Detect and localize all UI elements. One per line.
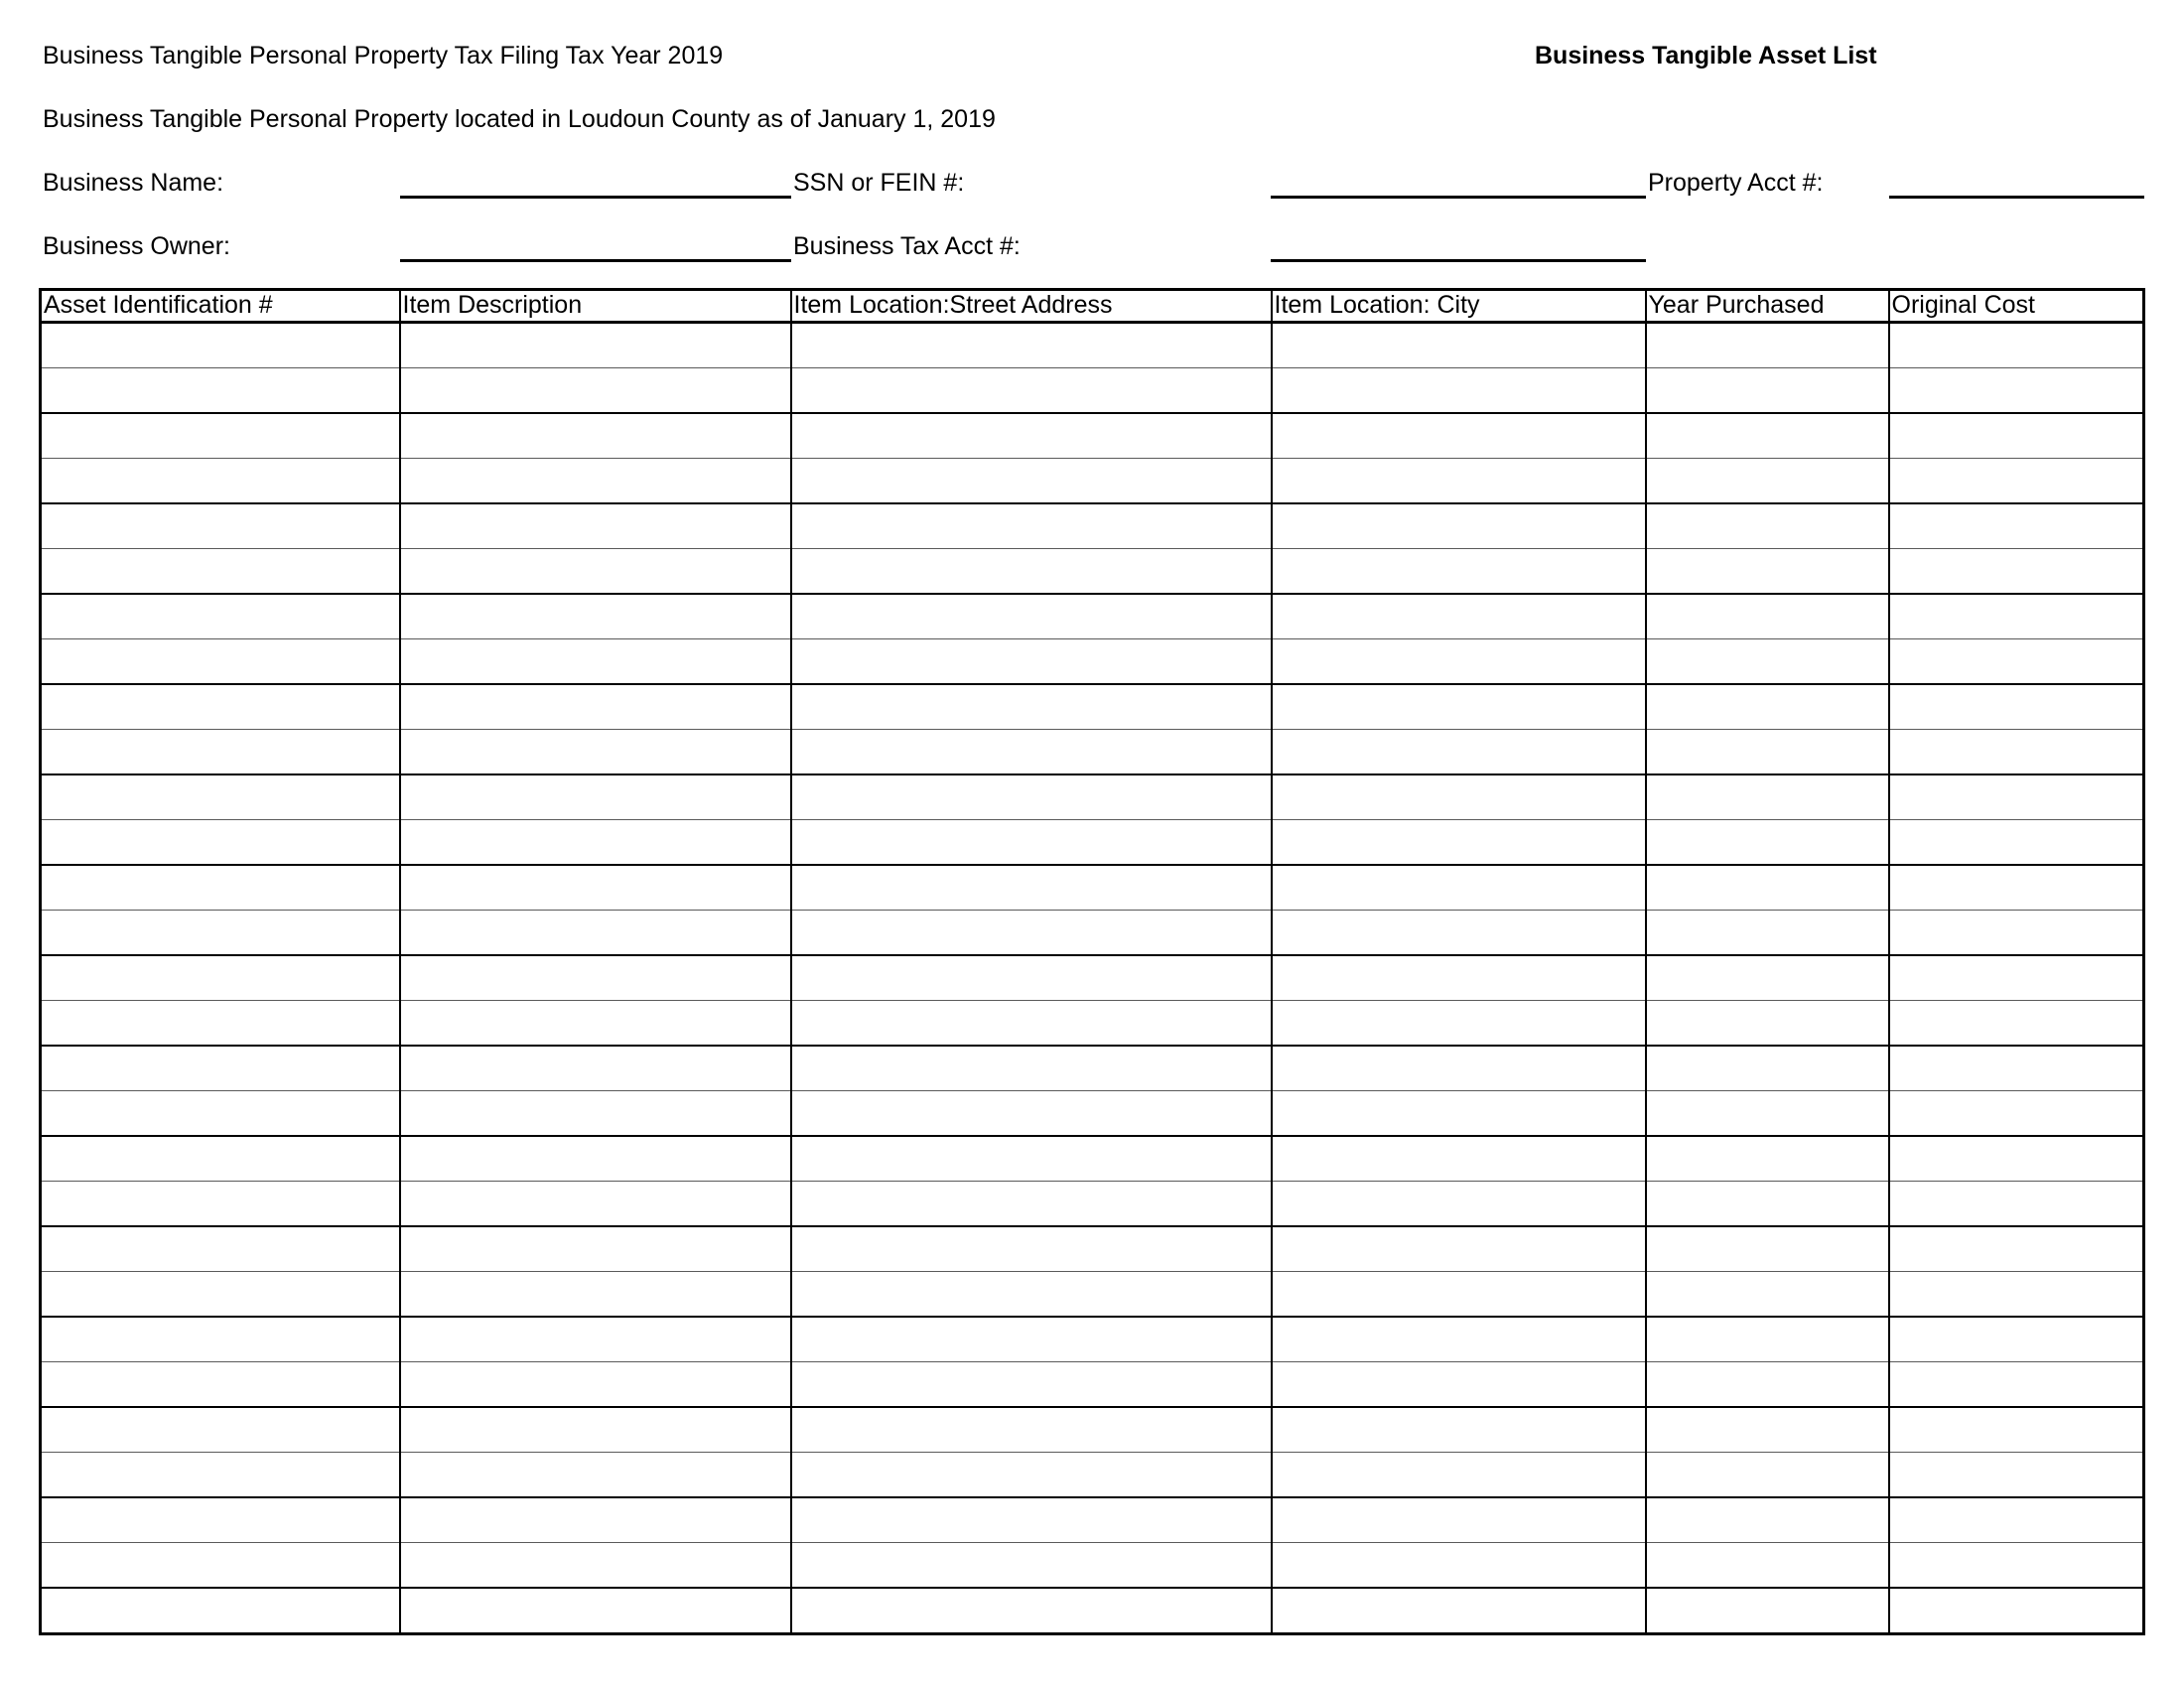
asset-id-cell[interactable]: [41, 1497, 400, 1543]
street-address-cell[interactable]: [791, 911, 1272, 956]
street-address-cell[interactable]: [791, 955, 1272, 1001]
street-address-cell[interactable]: [791, 1001, 1272, 1047]
business-owner-label: Business Owner:: [43, 232, 230, 260]
city-cell[interactable]: [1272, 730, 1646, 775]
asset-id-cell[interactable]: [41, 1272, 400, 1318]
table-row: [41, 459, 2144, 504]
asset-id-cell[interactable]: [41, 1588, 400, 1634]
year-purchased-cell[interactable]: [1646, 1362, 1889, 1408]
city-cell[interactable]: [1272, 1362, 1646, 1408]
table-header-row: [41, 290, 2144, 323]
item-description-cell[interactable]: [400, 1046, 791, 1091]
column-header-item-description: Item Description: [400, 290, 791, 323]
original-cost-cell[interactable]: [1889, 774, 2144, 820]
city-cell[interactable]: [1272, 1588, 1646, 1634]
year-purchased-cell[interactable]: [1646, 774, 1889, 820]
street-address-cell[interactable]: [791, 639, 1272, 685]
item-description-cell[interactable]: [400, 1182, 791, 1227]
street-address-cell[interactable]: [791, 1588, 1272, 1634]
year-purchased-cell[interactable]: [1646, 1407, 1889, 1453]
city-cell[interactable]: [1272, 1317, 1646, 1362]
street-address-cell[interactable]: [791, 368, 1272, 414]
property-acct-field[interactable]: [1889, 196, 2144, 199]
city-cell[interactable]: [1272, 911, 1646, 956]
original-cost-cell[interactable]: [1889, 1362, 2144, 1408]
city-cell[interactable]: [1272, 1407, 1646, 1453]
street-address-cell[interactable]: [791, 1362, 1272, 1408]
street-address-cell[interactable]: [791, 1136, 1272, 1182]
city-cell[interactable]: [1272, 549, 1646, 595]
original-cost-cell[interactable]: [1889, 1182, 2144, 1227]
city-cell[interactable]: [1272, 1046, 1646, 1091]
city-cell[interactable]: [1272, 594, 1646, 639]
year-purchased-cell[interactable]: [1646, 684, 1889, 730]
year-purchased-cell[interactable]: [1646, 1272, 1889, 1318]
table-row: [41, 820, 2144, 866]
item-description-cell[interactable]: [400, 911, 791, 956]
year-purchased-cell[interactable]: [1646, 730, 1889, 775]
column-header-year-purchased: Year Purchased: [1646, 290, 1889, 323]
year-purchased-cell[interactable]: [1646, 459, 1889, 504]
column-header-street-address: Item Location:Street Address: [791, 290, 1272, 323]
table-row: [41, 594, 2144, 639]
city-cell[interactable]: [1272, 413, 1646, 459]
year-purchased-cell[interactable]: [1646, 503, 1889, 549]
asset-id-cell[interactable]: [41, 368, 400, 414]
table-row: [41, 1001, 2144, 1047]
table-row: [41, 1272, 2144, 1318]
item-description-cell[interactable]: [400, 730, 791, 775]
year-purchased-cell[interactable]: [1646, 1497, 1889, 1543]
table-row: [41, 911, 2144, 956]
street-address-cell[interactable]: [791, 1317, 1272, 1362]
street-address-cell[interactable]: [791, 1226, 1272, 1272]
asset-id-cell[interactable]: [41, 1362, 400, 1408]
item-description-cell[interactable]: [400, 594, 791, 639]
item-description-cell[interactable]: [400, 639, 791, 685]
asset-id-cell[interactable]: [41, 1543, 400, 1589]
original-cost-cell[interactable]: [1889, 1317, 2144, 1362]
original-cost-cell[interactable]: [1889, 594, 2144, 639]
original-cost-cell[interactable]: [1889, 820, 2144, 866]
city-cell[interactable]: [1272, 368, 1646, 414]
year-purchased-cell[interactable]: [1646, 865, 1889, 911]
table-row: [41, 1182, 2144, 1227]
asset-table: [39, 288, 2145, 1635]
original-cost-cell[interactable]: [1889, 955, 2144, 1001]
item-description-cell[interactable]: [400, 684, 791, 730]
year-purchased-cell[interactable]: [1646, 1543, 1889, 1589]
item-description-cell[interactable]: [400, 1226, 791, 1272]
asset-id-cell[interactable]: [41, 1407, 400, 1453]
street-address-cell[interactable]: [791, 594, 1272, 639]
item-description-cell[interactable]: [400, 1588, 791, 1634]
city-cell[interactable]: [1272, 1453, 1646, 1498]
street-address-cell[interactable]: [791, 1182, 1272, 1227]
original-cost-cell[interactable]: [1889, 1046, 2144, 1091]
asset-id-cell[interactable]: [41, 730, 400, 775]
year-purchased-cell[interactable]: [1646, 1001, 1889, 1047]
asset-id-cell[interactable]: [41, 1226, 400, 1272]
column-header-city: Item Location: City: [1272, 290, 1646, 323]
asset-id-cell[interactable]: [41, 594, 400, 639]
business-owner-field[interactable]: [400, 259, 791, 262]
street-address-cell[interactable]: [791, 413, 1272, 459]
city-cell[interactable]: [1272, 865, 1646, 911]
business-tax-acct-field[interactable]: [1271, 259, 1646, 262]
original-cost-cell[interactable]: [1889, 684, 2144, 730]
table-row: [41, 549, 2144, 595]
asset-id-cell[interactable]: [41, 955, 400, 1001]
street-address-cell[interactable]: [791, 1407, 1272, 1453]
city-cell[interactable]: [1272, 323, 1646, 368]
asset-table-body: [41, 323, 2144, 1634]
table-row: [41, 1091, 2144, 1137]
original-cost-cell[interactable]: [1889, 1497, 2144, 1543]
item-description-cell[interactable]: [400, 1001, 791, 1047]
table-row: [41, 1588, 2144, 1634]
asset-id-cell[interactable]: [41, 1046, 400, 1091]
asset-id-cell[interactable]: [41, 1182, 400, 1227]
table-row: [41, 1226, 2144, 1272]
original-cost-cell[interactable]: [1889, 1407, 2144, 1453]
original-cost-cell[interactable]: [1889, 1091, 2144, 1137]
city-cell[interactable]: [1272, 820, 1646, 866]
item-description-cell[interactable]: [400, 1272, 791, 1318]
asset-id-cell[interactable]: [41, 911, 400, 956]
item-description-cell[interactable]: [400, 820, 791, 866]
city-cell[interactable]: [1272, 1272, 1646, 1318]
table-row: [41, 413, 2144, 459]
asset-id-cell[interactable]: [41, 323, 400, 368]
table-row: [41, 639, 2144, 685]
year-purchased-cell[interactable]: [1646, 1317, 1889, 1362]
table-row: [41, 1317, 2144, 1362]
street-address-cell[interactable]: [791, 1272, 1272, 1318]
page-title: Business Tangible Personal Property Tax Filing Tax Year 2019: [43, 42, 724, 70]
original-cost-cell[interactable]: [1889, 1001, 2144, 1047]
table-row: [41, 1543, 2144, 1589]
original-cost-cell[interactable]: [1889, 368, 2144, 414]
city-cell[interactable]: [1272, 774, 1646, 820]
table-row: [41, 1453, 2144, 1498]
table-row: [41, 955, 2144, 1001]
table-row: [41, 730, 2144, 775]
item-description-cell[interactable]: [400, 549, 791, 595]
street-address-cell[interactable]: [791, 323, 1272, 368]
original-cost-cell[interactable]: [1889, 503, 2144, 549]
street-address-cell[interactable]: [791, 820, 1272, 866]
asset-id-cell[interactable]: [41, 503, 400, 549]
form-name: Business Tangible Asset List: [1535, 42, 1877, 70]
asset-id-cell[interactable]: [41, 1136, 400, 1182]
item-description-cell[interactable]: [400, 1497, 791, 1543]
original-cost-cell[interactable]: [1889, 639, 2144, 685]
asset-id-cell[interactable]: [41, 1091, 400, 1137]
year-purchased-cell[interactable]: [1646, 1182, 1889, 1227]
original-cost-cell[interactable]: [1889, 459, 2144, 504]
street-address-cell[interactable]: [791, 1497, 1272, 1543]
asset-id-cell[interactable]: [41, 413, 400, 459]
original-cost-cell[interactable]: [1889, 413, 2144, 459]
asset-id-cell[interactable]: [41, 774, 400, 820]
street-address-cell[interactable]: [791, 503, 1272, 549]
asset-id-cell[interactable]: [41, 820, 400, 866]
asset-id-cell[interactable]: [41, 639, 400, 685]
item-description-cell[interactable]: [400, 1407, 791, 1453]
original-cost-cell[interactable]: [1889, 730, 2144, 775]
year-purchased-cell[interactable]: [1646, 911, 1889, 956]
item-description-cell[interactable]: [400, 1091, 791, 1137]
street-address-cell[interactable]: [791, 1091, 1272, 1137]
street-address-cell[interactable]: [791, 1046, 1272, 1091]
asset-id-cell[interactable]: [41, 1001, 400, 1047]
business-name-field[interactable]: [400, 196, 791, 199]
street-address-cell[interactable]: [791, 865, 1272, 911]
original-cost-cell[interactable]: [1889, 1272, 2144, 1318]
street-address-cell[interactable]: [791, 684, 1272, 730]
item-description-cell[interactable]: [400, 1543, 791, 1589]
column-header-original-cost: Original Cost: [1889, 290, 2144, 323]
city-cell[interactable]: [1272, 1226, 1646, 1272]
asset-id-cell[interactable]: [41, 459, 400, 504]
item-description-cell[interactable]: [400, 1362, 791, 1408]
item-description-cell[interactable]: [400, 413, 791, 459]
city-cell[interactable]: [1272, 459, 1646, 504]
year-purchased-cell[interactable]: [1646, 955, 1889, 1001]
city-cell[interactable]: [1272, 1182, 1646, 1227]
table-row: [41, 774, 2144, 820]
item-description-cell[interactable]: [400, 955, 791, 1001]
table-row: [41, 1136, 2144, 1182]
year-purchased-cell[interactable]: [1646, 368, 1889, 414]
table-row: [41, 368, 2144, 414]
asset-id-cell[interactable]: [41, 865, 400, 911]
item-description-cell[interactable]: [400, 1136, 791, 1182]
year-purchased-cell[interactable]: [1646, 820, 1889, 866]
street-address-cell[interactable]: [791, 1543, 1272, 1589]
year-purchased-cell[interactable]: [1646, 323, 1889, 368]
table-row: [41, 1362, 2144, 1408]
city-cell[interactable]: [1272, 1001, 1646, 1047]
ssn-fein-label: SSN or FEIN #:: [793, 169, 965, 197]
year-purchased-cell[interactable]: [1646, 1588, 1889, 1634]
table-row: [41, 865, 2144, 911]
original-cost-cell[interactable]: [1889, 1136, 2144, 1182]
page-subtitle: Business Tangible Personal Property located in Loudoun County as of January 1, 2019: [43, 105, 996, 133]
street-address-cell[interactable]: [791, 730, 1272, 775]
year-purchased-cell[interactable]: [1646, 1091, 1889, 1137]
original-cost-cell[interactable]: [1889, 1588, 2144, 1634]
property-acct-label: Property Acct #:: [1648, 169, 1824, 197]
year-purchased-cell[interactable]: [1646, 1453, 1889, 1498]
item-description-cell[interactable]: [400, 323, 791, 368]
business-tax-acct-label: Business Tax Acct #:: [793, 232, 1021, 260]
year-purchased-cell[interactable]: [1646, 1046, 1889, 1091]
table-row: [41, 1407, 2144, 1453]
item-description-cell[interactable]: [400, 865, 791, 911]
table-row: [41, 323, 2144, 368]
asset-id-cell[interactable]: [41, 1453, 400, 1498]
original-cost-cell[interactable]: [1889, 865, 2144, 911]
city-cell[interactable]: [1272, 1543, 1646, 1589]
item-description-cell[interactable]: [400, 1317, 791, 1362]
city-cell[interactable]: [1272, 1091, 1646, 1137]
city-cell[interactable]: [1272, 955, 1646, 1001]
year-purchased-cell[interactable]: [1646, 594, 1889, 639]
asset-id-cell[interactable]: [41, 1317, 400, 1362]
asset-id-cell[interactable]: [41, 549, 400, 595]
original-cost-cell[interactable]: [1889, 1226, 2144, 1272]
original-cost-cell[interactable]: [1889, 911, 2144, 956]
original-cost-cell[interactable]: [1889, 1453, 2144, 1498]
asset-id-cell[interactable]: [41, 684, 400, 730]
street-address-cell[interactable]: [791, 459, 1272, 504]
item-description-cell[interactable]: [400, 1453, 791, 1498]
year-purchased-cell[interactable]: [1646, 549, 1889, 595]
street-address-cell[interactable]: [791, 549, 1272, 595]
original-cost-cell[interactable]: [1889, 1543, 2144, 1589]
year-purchased-cell[interactable]: [1646, 1226, 1889, 1272]
year-purchased-cell[interactable]: [1646, 639, 1889, 685]
year-purchased-cell[interactable]: [1646, 1136, 1889, 1182]
table-row: [41, 1497, 2144, 1543]
city-cell[interactable]: [1272, 1136, 1646, 1182]
street-address-cell[interactable]: [791, 1453, 1272, 1498]
table-row: [41, 503, 2144, 549]
item-description-cell[interactable]: [400, 368, 791, 414]
original-cost-cell[interactable]: [1889, 323, 2144, 368]
city-cell[interactable]: [1272, 639, 1646, 685]
original-cost-cell[interactable]: [1889, 549, 2144, 595]
table-row: [41, 1046, 2144, 1091]
business-name-label: Business Name:: [43, 169, 224, 197]
column-header-asset-id: Asset Identification #: [41, 290, 400, 323]
item-description-cell[interactable]: [400, 774, 791, 820]
ssn-fein-field[interactable]: [1271, 196, 1646, 199]
table-row: [41, 684, 2144, 730]
city-cell[interactable]: [1272, 1497, 1646, 1543]
year-purchased-cell[interactable]: [1646, 413, 1889, 459]
city-cell[interactable]: [1272, 684, 1646, 730]
street-address-cell[interactable]: [791, 774, 1272, 820]
item-description-cell[interactable]: [400, 459, 791, 504]
item-description-cell[interactable]: [400, 503, 791, 549]
city-cell[interactable]: [1272, 503, 1646, 549]
